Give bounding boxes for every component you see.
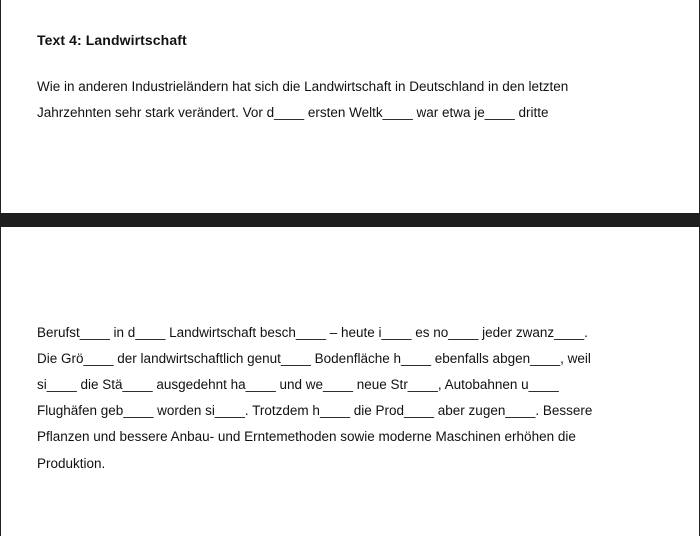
text-line-3: Berufst____ in d____ Landwirtschaft besch____ – heute i____ es no____ jeder zwanz____.	[37, 325, 588, 340]
document-page-top	[0, 0, 700, 213]
text-line-7: Pflanzen und bessere Anbau- und Erntemethoden sowie moderne Maschinen erhöhen die	[37, 429, 576, 444]
page-divider	[0, 213, 700, 227]
text-line-8: Produktion.	[37, 456, 106, 471]
text-line-5: si____ die Stä____ ausgedehnt ha____ und we____ neue Str____, Autobahnen u____	[37, 377, 559, 392]
document-page-bottom	[0, 227, 700, 536]
document-title: Text 4: Landwirtschaft	[37, 32, 187, 48]
text-line-6: Flughäfen geb____ worden si____. Trotzdem h____ die Prod____ aber zugen____. Bessere	[37, 403, 593, 418]
text-line-4: Die Grö____ der landwirtschaftlich genut____ Bodenfläche h____ ebenfalls abgen____, weil	[37, 351, 591, 366]
text-line-1: Wie in anderen Industrieländern hat sich die Landwirtschaft in Deutschland in den letzten	[37, 79, 569, 94]
text-line-2: Jahrzehnten sehr stark verändert. Vor d____ ersten Weltk____ war etwa je____ dritte	[37, 105, 549, 120]
